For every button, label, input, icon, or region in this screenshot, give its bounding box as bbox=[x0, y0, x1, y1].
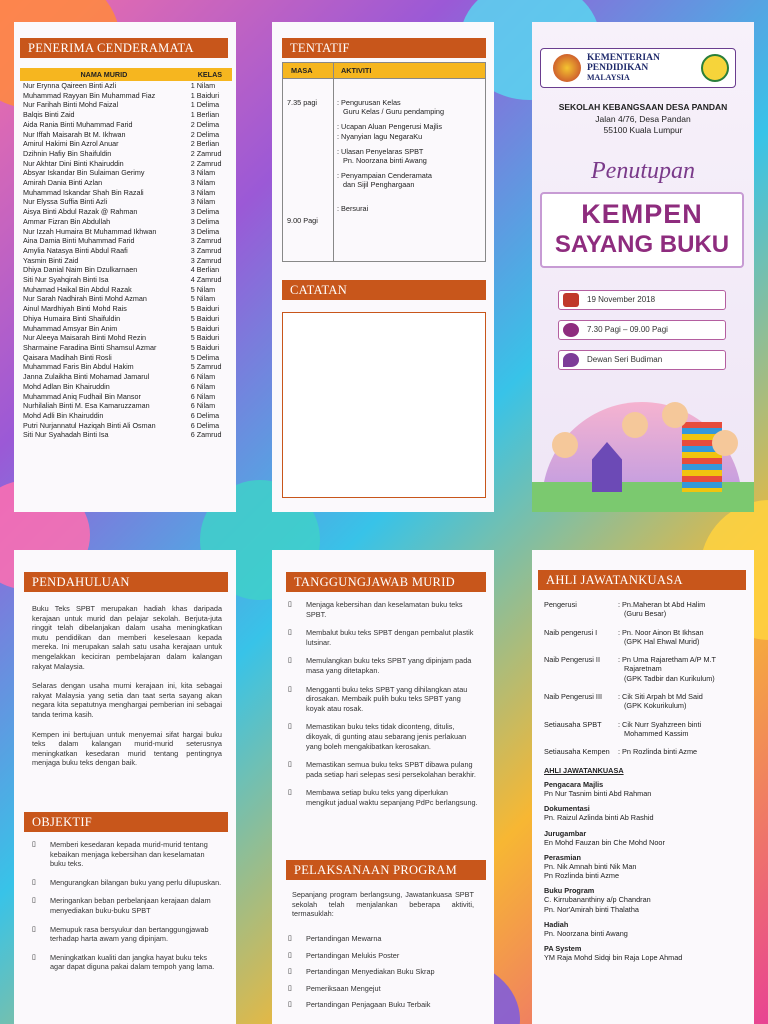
table-row bbox=[20, 120, 232, 130]
bullet-icon: ▯ bbox=[32, 953, 36, 961]
cover-panel bbox=[532, 22, 754, 512]
event-time: 7.30 Pagi – 09.00 Pagi bbox=[587, 325, 668, 334]
script-title: Penutupan bbox=[591, 158, 695, 184]
list-item bbox=[288, 788, 478, 807]
ahli-roles bbox=[544, 774, 750, 963]
student-name: Aina Damia Binti Muhammad Farid bbox=[23, 236, 135, 246]
time-1: 7.35 pagi bbox=[287, 98, 318, 107]
list-item-text: Pertandingan Penjagaan Buku Terbaik bbox=[306, 1000, 431, 1010]
list-item-text: Pertandingan Mewarna bbox=[306, 934, 382, 943]
list-item bbox=[32, 840, 222, 869]
table-row bbox=[20, 100, 232, 110]
venue-pill bbox=[558, 350, 726, 370]
bullet-icon: ▯ bbox=[288, 951, 292, 959]
list-item bbox=[32, 953, 222, 972]
tanggungjawab-header: TANGGUNGJAWAB MURID bbox=[286, 572, 486, 592]
role-title: Dokumentasi bbox=[544, 804, 590, 814]
student-class: 2 Berlian bbox=[190, 139, 220, 149]
student-name: Dhiya Humaira Binti Shaifuldin bbox=[23, 313, 121, 323]
ahli-sub-title: AHLI JAWATANKUASA bbox=[544, 766, 624, 775]
student-name: Nur Iffah Maisarah Bt M. Ikhwan bbox=[23, 129, 126, 139]
list-item bbox=[32, 896, 222, 915]
student-name: Ammar Fizran Bin Abdullah bbox=[23, 216, 111, 226]
list-item-text: Memulangkan buku teks SPBT yang dipinjam pada masa yang ditetapkan. bbox=[306, 656, 472, 675]
table-row bbox=[20, 256, 232, 266]
role-block bbox=[544, 920, 750, 938]
role-person: Pn. Nor'Amirah binti Thalatha bbox=[544, 904, 639, 914]
table-row bbox=[20, 91, 232, 101]
student-name: Muhammad Amsyar Bin Anim bbox=[23, 323, 118, 333]
act-1: : Pengurusan Kelas bbox=[337, 98, 401, 107]
table-row bbox=[20, 265, 232, 275]
table-row bbox=[20, 372, 232, 382]
student-name: Qaisara Madihah Binti Rosli bbox=[23, 352, 112, 362]
student-name: Muhammad Rayyan Bin Muhammad Fiaz bbox=[23, 90, 156, 100]
student-name: Amylia Natasya Binti Abdul Raafi bbox=[23, 245, 128, 255]
school-name: SEKOLAH KEBANGSAAN DESA PANDAN bbox=[558, 102, 728, 112]
role-title: PA System bbox=[544, 944, 582, 954]
bullet-icon: ▯ bbox=[288, 761, 292, 769]
table-row bbox=[20, 159, 232, 169]
ministry-line2: PENDIDIKAN bbox=[587, 63, 649, 73]
committee-position: Pengerusi bbox=[544, 600, 577, 609]
bullet-icon: ▯ bbox=[32, 897, 36, 905]
time-2: 9.00 Pagi bbox=[287, 216, 318, 225]
role-block bbox=[544, 780, 750, 798]
role-person: Pn. Raizul Azlinda binti Ab Rashid bbox=[544, 813, 654, 823]
list-item bbox=[288, 984, 478, 994]
catatan-header: CATATAN bbox=[282, 280, 486, 300]
bullet-icon: ▯ bbox=[288, 984, 292, 992]
bullet-icon: ▯ bbox=[32, 878, 36, 886]
tentatif-table bbox=[282, 62, 486, 262]
title-box bbox=[540, 192, 744, 268]
student-class: 2 Zamrud bbox=[190, 148, 222, 158]
role-block bbox=[544, 853, 750, 881]
committee-position: Setiausaha Kempen bbox=[544, 747, 610, 757]
table-row bbox=[20, 139, 232, 149]
student-class: 2 Delima bbox=[190, 119, 220, 129]
bullet-icon: ▯ bbox=[288, 657, 292, 665]
student-name: Dzihnin Hafiy Bin Shaifuldin bbox=[23, 148, 112, 158]
committee-member: : Pn Rozlinda binti Azme bbox=[618, 747, 698, 757]
list-item bbox=[288, 760, 478, 779]
pendahuluan-p1: Buku Teks SPBT merupakan hadiah khas daripada kerajaan untuk murid dan pelajar sekolah. Berjuta-juta ringgit telah dibelanjakan dalam usaha meningkatkan mutu pendidikan dan memberi keselesaan kepada mereka. Ini merupakan salah satu usaha kerajaan untuk mengelakkan keciciran pembelajaran dalam kalangan rakyat Malaysia. bbox=[32, 604, 222, 671]
student-class: 5 Nilam bbox=[190, 284, 216, 294]
list-item bbox=[288, 722, 478, 751]
penerima-header: PENERIMA CENDERAMATA bbox=[20, 38, 228, 58]
table-row bbox=[20, 207, 232, 217]
pelaksanaan-intro: Sepanjang program berlangsung, Jawatankuasa SPBT sekolah telah menjalankan beberapa aktiviti, termasuklah: bbox=[292, 890, 474, 919]
student-name: Siti Nur Syahadah Binti Isa bbox=[23, 430, 109, 440]
student-name: Amirul Hakimi Bin Azrol Anuar bbox=[23, 139, 119, 149]
committee-member: : Cik Nurr Syahzreen binti bbox=[618, 719, 702, 729]
student-class: 1 Baiduri bbox=[190, 90, 220, 100]
table-row bbox=[20, 362, 232, 372]
list-item bbox=[288, 685, 478, 714]
role-person: En Mohd Fauzan bin Che Mohd Noor bbox=[544, 837, 665, 847]
student-class: 3 Nilam bbox=[190, 197, 216, 207]
table-row bbox=[20, 149, 232, 159]
table-row bbox=[20, 421, 232, 431]
table-row bbox=[20, 178, 232, 188]
title-sayang-buku: SAYANG BUKU bbox=[554, 231, 730, 258]
student-class: 2 Zamrud bbox=[190, 158, 222, 168]
student-name: Siti Nur Syahqirah Binti Isa bbox=[23, 275, 109, 285]
table-row bbox=[20, 168, 232, 178]
date-pill bbox=[558, 290, 726, 310]
student-class: 3 Nilam bbox=[190, 178, 216, 188]
list-item-text: Memberi kesedaran kepada murid-murid tentang kebaikan menjaga kebersihan dan keselamatan buku teks. bbox=[50, 840, 208, 869]
tentatif-header: TENTATIF bbox=[282, 38, 486, 58]
student-name: Muhammad Aniq Fudhail Bin Mansor bbox=[23, 391, 141, 401]
student-name: Amirah Dania Binti Azlan bbox=[23, 178, 103, 188]
bullet-icon: ▯ bbox=[288, 685, 292, 693]
pendahuluan-p3: Kempen ini bertujuan untuk menyemai sifat hargai buku teks dalam kalangan murid-murid seterusnya meningkatkan kesedaran murid tentang pentingnya menjaga buku teks dengan baik. bbox=[32, 729, 222, 768]
student-name: Nur Aleeya Maisarah Binti Mohd Rezin bbox=[23, 333, 147, 343]
list-item bbox=[288, 600, 478, 619]
student-name: Aisya Binti Abdul Razak @ Rahman bbox=[23, 207, 138, 217]
table-row bbox=[20, 430, 232, 440]
student-class: 6 Nilam bbox=[190, 372, 216, 382]
calendar-icon bbox=[563, 293, 579, 307]
table-row bbox=[20, 236, 232, 246]
bullet-icon: ▯ bbox=[288, 968, 292, 976]
student-class: 6 Zamrud bbox=[190, 430, 222, 440]
pendahuluan-panel bbox=[14, 550, 236, 1024]
ahli-table bbox=[544, 600, 750, 766]
student-class: 3 Zamrud bbox=[190, 245, 222, 255]
act-4b: Pn. Noorzana binti Awang bbox=[343, 156, 427, 166]
list-item-text: Membawa setiap buku teks yang diperlukan mengikut jadual waktu sepanjang PdPc berlangsung. bbox=[306, 788, 478, 807]
penerima-table bbox=[20, 68, 232, 440]
student-name: Nur Izzah Humaira Bt Muhammad Ikhwan bbox=[23, 226, 157, 236]
col-kelas: KELAS bbox=[188, 68, 232, 81]
role-title: Pengacara Majlis bbox=[544, 780, 604, 789]
catatan-box[interactable] bbox=[282, 312, 486, 498]
act-6: : Bersurai bbox=[337, 203, 369, 213]
table-row bbox=[20, 401, 232, 411]
table-row bbox=[20, 411, 232, 421]
list-item-text: Pertandingan Menyediakan Buku Skrap bbox=[306, 967, 435, 977]
list-item-text: Memastikan semua buku teks SPBT dibawa pulang pada setiap hari selepas sesi persekolahan berakhir. bbox=[306, 760, 476, 779]
list-item-text: Pertandingan Melukis Poster bbox=[306, 950, 400, 960]
student-class: 5 Baiduri bbox=[190, 333, 220, 343]
committee-member: (Guru Besar) bbox=[624, 609, 667, 619]
student-name: Mohd Adlan Bin Khairuddin bbox=[23, 381, 110, 391]
table-row bbox=[20, 285, 232, 295]
student-class: 3 Zamrud bbox=[190, 255, 222, 265]
pelaksanaan-list bbox=[288, 934, 478, 1017]
list-item-text: Meningkatkan kualiti dan jangka hayat buku teks agar dapat diguna pakai dalam tempoh yang lama. bbox=[50, 952, 215, 972]
role-block bbox=[544, 886, 750, 914]
clock-icon bbox=[563, 323, 579, 337]
student-class: 6 Delima bbox=[190, 420, 220, 430]
student-class: 5 Nilam bbox=[190, 294, 216, 304]
col-aktiviti: AKTIVITI bbox=[341, 66, 372, 75]
bullet-icon: ▯ bbox=[288, 789, 292, 797]
ministry-line1: KEMENTERIAN bbox=[587, 53, 660, 63]
student-name: Dhiya Danial Naim Bin Dzulkarnaen bbox=[23, 265, 138, 275]
table-row bbox=[20, 304, 232, 314]
committee-row bbox=[544, 600, 750, 619]
list-item bbox=[288, 656, 478, 675]
role-block bbox=[544, 944, 750, 962]
student-name: Nurhilaliah Binti M. Esa Kamaruzzaman bbox=[23, 401, 150, 411]
committee-row bbox=[544, 692, 750, 711]
student-class: 4 Zamrud bbox=[190, 275, 222, 285]
student-name: Sharmaine Faradina Binti Shamsul Azmar bbox=[23, 342, 157, 352]
act-5: : Penyampaian Cenderamata bbox=[337, 171, 432, 181]
list-item bbox=[288, 628, 478, 647]
committee-row bbox=[544, 747, 750, 756]
list-item bbox=[288, 934, 478, 944]
committee-member: : Cik Siti Arpah bt Md Said bbox=[618, 692, 703, 702]
committee-member: (GPK Tadbir dan Kurikulum) bbox=[624, 673, 715, 683]
event-date: 19 November 2018 bbox=[587, 295, 656, 304]
col-nama: NAMA MURID bbox=[20, 68, 188, 81]
role-title: Buku Program bbox=[544, 886, 595, 896]
student-class: 3 Zamrud bbox=[190, 236, 222, 246]
student-class: 3 Delima bbox=[190, 216, 220, 226]
role-person: Pn. Nik Amnah binti Nik Man bbox=[544, 861, 637, 871]
committee-member: Rajaretnam bbox=[624, 664, 662, 674]
student-class: 3 Nilam bbox=[190, 168, 216, 178]
act-5b: dan Sijil Penghargaan bbox=[343, 180, 415, 190]
tanggungjawab-list bbox=[288, 600, 478, 817]
col-masa: MASA bbox=[291, 66, 313, 75]
student-class: 5 Baiduri bbox=[190, 342, 220, 352]
committee-row bbox=[544, 720, 750, 739]
student-name: Muhamad Haikal Bin Abdul Razak bbox=[23, 284, 132, 294]
bullet-icon: ▯ bbox=[288, 629, 292, 637]
table-row bbox=[20, 130, 232, 140]
tentatif-panel bbox=[272, 22, 494, 512]
kids-reading-illustration bbox=[532, 382, 754, 512]
table-row bbox=[20, 81, 232, 91]
table-row bbox=[20, 343, 232, 353]
ahli-panel bbox=[532, 550, 754, 1024]
bullet-icon: ▯ bbox=[288, 935, 292, 942]
ministry-line3: MALAYSIA bbox=[587, 73, 630, 82]
pendahuluan-header: PENDAHULUAN bbox=[24, 572, 228, 592]
student-name: Nur Akhtar Dini Binti Khairuddin bbox=[23, 158, 124, 168]
student-class: 3 Delima bbox=[190, 226, 220, 236]
committee-member: (GPK Kokurikulum) bbox=[624, 701, 687, 711]
list-item-text: Mengganti buku teks SPBT yang dihilangkan atau dirosakan. Membaik pulih buku teks SPBT yang koyak atau rosak. bbox=[306, 684, 468, 713]
student-class: 5 Zamrud bbox=[190, 362, 222, 372]
student-name: Yasmin Binti Zaid bbox=[23, 255, 79, 265]
bullet-icon: ▯ bbox=[32, 841, 36, 848]
bullet-icon: ▯ bbox=[32, 925, 36, 933]
student-class: 5 Baiduri bbox=[190, 304, 220, 314]
school-addr1: Jalan 4/76, Desa Pandan bbox=[595, 114, 691, 124]
school-badge-icon bbox=[701, 54, 729, 82]
student-class: 3 Nilam bbox=[190, 187, 216, 197]
table-row bbox=[20, 353, 232, 363]
time-pill bbox=[558, 320, 726, 340]
role-person: Pn Rozlinda binti Azme bbox=[544, 871, 620, 881]
student-name: Absyar Iskandar Bin Sulaiman Gerimy bbox=[23, 168, 145, 178]
bullet-icon: ▯ bbox=[288, 1001, 292, 1009]
bullet-icon: ▯ bbox=[288, 723, 292, 731]
student-name: Nur Elyssa Suffia Binti Azli bbox=[23, 197, 108, 207]
student-class: 3 Delima bbox=[190, 207, 220, 217]
student-class: 2 Delima bbox=[190, 129, 220, 139]
student-class: 6 Nilam bbox=[190, 381, 216, 391]
school-addr2: 55100 Kuala Lumpur bbox=[603, 125, 683, 135]
list-item-text: Menjaga kebersihan dan keselamatan buku teks SPBT. bbox=[306, 600, 463, 619]
student-class: 1 Nilam bbox=[190, 81, 216, 90]
pelaksanaan-header: PELAKSANAAN PROGRAM bbox=[286, 860, 486, 880]
table-row bbox=[20, 217, 232, 227]
list-item bbox=[288, 1000, 478, 1010]
table-row bbox=[20, 197, 232, 207]
list-item bbox=[288, 951, 478, 961]
table-row bbox=[20, 294, 232, 304]
act-2: : Ucapan Aluan Pengerusi Majlis bbox=[337, 122, 443, 132]
student-class: 1 Delima bbox=[190, 100, 220, 110]
committee-position: Naib Pengerusi III bbox=[544, 692, 603, 702]
committee-member: (GPK Hal Ehwal Murid) bbox=[624, 636, 700, 646]
student-class: 5 Baiduri bbox=[190, 313, 220, 323]
table-row bbox=[20, 392, 232, 402]
table-row bbox=[20, 188, 232, 198]
student-class: 4 Berlian bbox=[190, 265, 220, 275]
table-row bbox=[20, 314, 232, 324]
penerima-panel bbox=[14, 22, 236, 512]
list-item-text: Memastikan buku teks tidak diconteng, ditulis, dikoyak, di gunting atau sebarang jenis perlakuan yang boleh mengakibatkan kerosakan. bbox=[306, 722, 467, 751]
objektif-header: OBJEKTIF bbox=[24, 812, 228, 832]
student-name: Nur Farihah Binti Mohd Faizal bbox=[23, 100, 119, 110]
role-title: Perasmian bbox=[544, 852, 581, 862]
committee-member: : Pn. Noor Ainon Bt Ikhsan bbox=[618, 627, 704, 637]
committee-member: : Pn Uma Rajaretham A/P M.T bbox=[618, 655, 717, 665]
committee-member: Mohammed Kassim bbox=[624, 728, 689, 738]
act-1b: Guru Kelas / Guru pendamping bbox=[343, 107, 444, 117]
student-name: Ainul Mardhiyah Binti Mohd Rais bbox=[23, 304, 127, 314]
list-item-text: Membalut buku teks SPBT dengan pembalut plastik lutsinar. bbox=[306, 628, 474, 647]
title-kempen: KEMPEN bbox=[581, 199, 703, 229]
role-title: Jurugambar bbox=[544, 828, 587, 838]
role-person: YM Raja Mohd Sidqi bin Raja Lope Ahmad bbox=[544, 953, 683, 963]
bullet-icon: ▯ bbox=[288, 601, 292, 608]
student-class: 5 Delima bbox=[190, 352, 220, 362]
table-row bbox=[20, 324, 232, 334]
committee-row bbox=[544, 655, 750, 683]
location-pin-icon bbox=[563, 353, 579, 367]
student-class: 6 Nilam bbox=[190, 391, 216, 401]
table-row bbox=[20, 333, 232, 343]
role-block bbox=[544, 829, 750, 847]
student-name: Mohd Adli Bin Khairuddin bbox=[23, 410, 104, 420]
student-name: Nur Erynna Qaireen Binti Azli bbox=[23, 81, 117, 90]
student-name: Muhammad Iskandar Shah Bin Razali bbox=[23, 187, 144, 197]
list-item-text: Pemeriksaan Mengejut bbox=[306, 983, 381, 993]
act-3: : Nyanyian lagu NegaraKu bbox=[337, 131, 423, 141]
role-person: Pn. Noorzana binti Awang bbox=[544, 929, 628, 939]
student-name: Nur Sarah Nadhirah Binti Mohd Azman bbox=[23, 294, 147, 304]
role-person: Pn Nur Tasnim binti Abd Rahman bbox=[544, 789, 652, 798]
student-name: Aida Rania Binti Muhammad Farid bbox=[23, 119, 133, 129]
ministry-logo bbox=[540, 48, 736, 88]
table-row bbox=[20, 275, 232, 285]
list-item bbox=[32, 925, 222, 944]
list-item-text: Mengurangkan bilangan buku yang perlu dilupuskan. bbox=[50, 877, 222, 887]
student-name: Balqis Binti Zaid bbox=[23, 110, 75, 120]
objektif-list bbox=[32, 840, 222, 981]
list-item bbox=[32, 878, 222, 888]
committee-position: Naib Pengerusi II bbox=[544, 655, 600, 665]
committee-member: : Pn.Maheran bt Abd Halim bbox=[618, 600, 706, 609]
pendahuluan-p2: Selaras dengan usaha murni kerajaan ini, kita sebagai rakyat Malaysia yang setia dan taat serta sayang akan negara kita sepatutnya menghargai pemberian ini sebagai tanda terima kasih. bbox=[32, 681, 222, 719]
table-row bbox=[20, 110, 232, 120]
list-item bbox=[288, 967, 478, 977]
committee-position: Setiausaha SPBT bbox=[544, 719, 602, 729]
event-venue: Dewan Seri Budiman bbox=[587, 355, 663, 364]
list-item-text: Memupuk rasa bersyukur dan bertanggungjawab terhadap harta awam yang dipinjam. bbox=[50, 924, 209, 944]
table-row bbox=[20, 227, 232, 237]
student-name: Muhammad Faris Bin Abdul Hakim bbox=[23, 362, 134, 372]
role-person: C. Kirrubananthiny a/p Chandran bbox=[544, 895, 651, 905]
committee-position: Naib pengerusi I bbox=[544, 627, 598, 637]
table-row bbox=[20, 382, 232, 392]
ahli-header: AHLI JAWATANKUASA bbox=[538, 570, 746, 590]
committee-row bbox=[544, 628, 750, 647]
tanggungjawab-panel bbox=[272, 550, 494, 1024]
student-class: 1 Berlian bbox=[190, 110, 220, 120]
student-name: Janna Zulaikha Binti Mohamad Jamarul bbox=[23, 372, 150, 382]
role-title: Hadiah bbox=[544, 920, 569, 930]
table-row bbox=[20, 246, 232, 256]
student-class: 6 Nilam bbox=[190, 401, 216, 411]
student-class: 5 Baiduri bbox=[190, 323, 220, 333]
role-block bbox=[544, 804, 750, 822]
crest-icon bbox=[553, 54, 581, 82]
student-name: Putri Nurjannatul Haziqah Binti Ali Osman bbox=[23, 420, 156, 430]
act-4: : Ulasan Penyelaras SPBT bbox=[337, 146, 424, 156]
student-class: 6 Delima bbox=[190, 410, 220, 420]
list-item-text: Meringankan beban perbelanjaan kerajaan dalam menyediakan buku-buku SPBT bbox=[50, 896, 211, 915]
